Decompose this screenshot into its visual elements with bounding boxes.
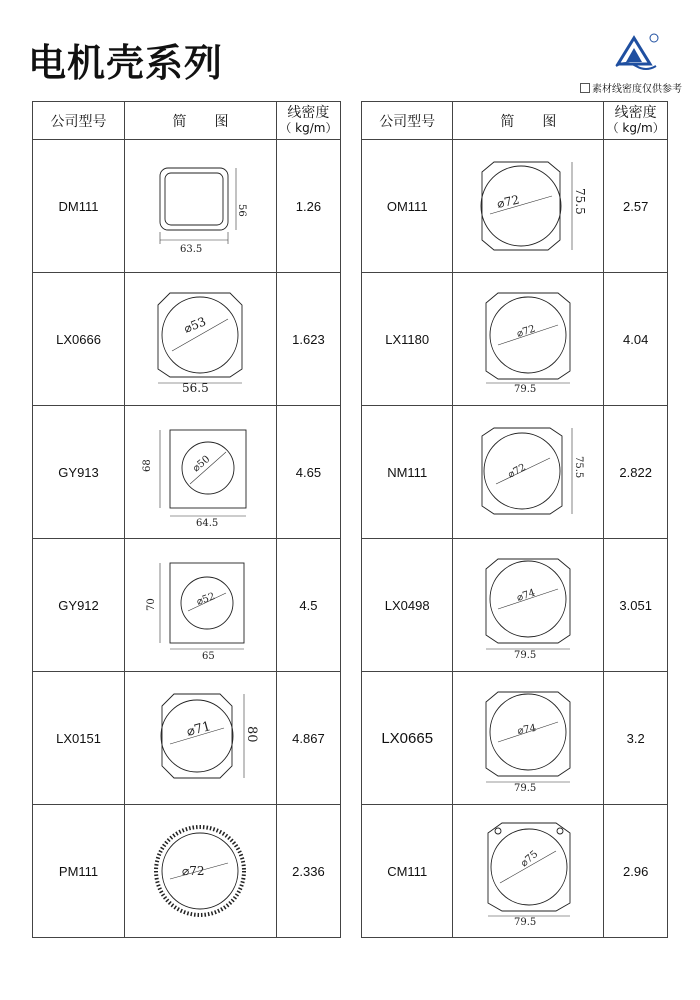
- profile-drawing-octagon: [140, 688, 260, 788]
- table-row: [33, 406, 341, 539]
- profile-drawing-round: [468, 551, 588, 659]
- sketch-cell: [125, 539, 277, 672]
- sketch-cell: [453, 273, 604, 406]
- reference-note: 素材线密度仅供参考: [580, 80, 682, 95]
- sketch-cell: [125, 406, 277, 539]
- model-cell: LX1180: [362, 273, 453, 406]
- svg-text:56.5: 56.5: [182, 381, 210, 393]
- header-sketch: 简 图: [453, 102, 604, 140]
- header-model: 公司型号: [362, 102, 453, 140]
- svg-text:⌀52: ⌀52: [195, 591, 218, 608]
- profile-drawing-block: [140, 551, 260, 659]
- svg-text:64.5: 64.5: [196, 518, 219, 526]
- table-row: [33, 539, 341, 672]
- table-row: [362, 406, 668, 539]
- svg-text:68: 68: [142, 459, 154, 472]
- density-cell: 1.623: [276, 273, 340, 406]
- profile-drawing-finned: [140, 418, 260, 526]
- density-cell: 2.336: [276, 805, 340, 938]
- density-cell: 3.2: [604, 672, 668, 805]
- profile-drawing-round: [468, 422, 588, 522]
- sketch-cell: [125, 672, 277, 805]
- svg-text:75.5: 75.5: [573, 188, 588, 215]
- svg-text:79.5: 79.5: [514, 384, 537, 393]
- table-row: [362, 140, 668, 273]
- table-row: [362, 672, 668, 805]
- profile-drawing-round: [468, 285, 588, 393]
- header-density: 线密度 （ kg/m）: [276, 102, 340, 140]
- svg-text:⌀75: ⌀75: [519, 848, 541, 870]
- model-cell: CM111: [362, 805, 453, 938]
- header-sketch: 简 图: [125, 102, 277, 140]
- svg-text:⌀74: ⌀74: [516, 722, 538, 737]
- profile-drawing-square: [140, 156, 260, 256]
- profile-drawing-round: [468, 817, 588, 925]
- model-cell: NM111: [362, 406, 453, 539]
- density-cell: 4.65: [276, 406, 340, 539]
- density-cell: 4.5: [276, 539, 340, 672]
- svg-text:⌀72: ⌀72: [496, 192, 522, 211]
- density-cell: 4.867: [276, 672, 340, 805]
- density-cell: 1.26: [276, 140, 340, 273]
- table-row: [362, 805, 668, 938]
- model-cell: OM111: [362, 140, 453, 273]
- svg-text:65: 65: [202, 651, 216, 659]
- table-header-row: [362, 102, 668, 140]
- svg-text:⌀50: ⌀50: [191, 453, 213, 475]
- model-cell: PM111: [33, 805, 125, 938]
- density-cell: 2.57: [604, 140, 668, 273]
- svg-text:⌀72: ⌀72: [506, 462, 529, 481]
- table-row: [33, 805, 341, 938]
- sketch-cell: [125, 805, 277, 938]
- density-cell: 2.96: [604, 805, 668, 938]
- density-cell: 4.04: [604, 273, 668, 406]
- density-cell: 2.822: [604, 406, 668, 539]
- sketch-cell: [453, 672, 604, 805]
- svg-text:⌀72: ⌀72: [182, 864, 205, 878]
- sketch-cell: [453, 406, 604, 539]
- table-row: [33, 273, 341, 406]
- table-row: [362, 273, 668, 406]
- table-row: [362, 539, 668, 672]
- company-logo: [614, 32, 660, 72]
- model-cell: LX0665: [362, 672, 453, 805]
- svg-text:⌀72: ⌀72: [515, 323, 538, 340]
- model-cell: DM111: [33, 140, 125, 273]
- model-cell: LX0151: [33, 672, 125, 805]
- table-header-row: [33, 102, 341, 140]
- svg-text:70: 70: [146, 598, 158, 611]
- svg-text:80: 80: [244, 726, 260, 743]
- svg-text:79.5: 79.5: [514, 917, 537, 925]
- sketch-cell: [453, 539, 604, 672]
- svg-text:⌀74: ⌀74: [515, 587, 538, 604]
- model-cell: LX0666: [33, 273, 125, 406]
- svg-text:⌀53: ⌀53: [182, 314, 209, 336]
- sketch-cell: [125, 273, 277, 406]
- header-model: 公司型号: [33, 102, 125, 140]
- model-cell: GY912: [33, 539, 125, 672]
- profile-drawing-round: [468, 684, 588, 792]
- svg-text:63.5: 63.5: [180, 244, 203, 255]
- sketch-cell: [125, 140, 277, 273]
- page-title: 电机壳系列: [28, 41, 224, 85]
- table-row: [33, 140, 341, 273]
- left-product-table: [32, 101, 341, 938]
- right-product-table: [361, 101, 668, 938]
- svg-text:79.5: 79.5: [514, 650, 537, 659]
- sketch-cell: [453, 805, 604, 938]
- profile-drawing-round: [140, 285, 260, 393]
- header-density: 线密度 （ kg/m）: [604, 102, 668, 140]
- svg-text:56: 56: [236, 204, 248, 217]
- density-cell: 3.051: [604, 539, 668, 672]
- svg-text:79.5: 79.5: [514, 783, 537, 792]
- svg-text:75.5: 75.5: [573, 456, 585, 479]
- sketch-cell: [453, 140, 604, 273]
- profile-drawing-ring: [140, 821, 260, 921]
- model-cell: GY913: [33, 406, 125, 539]
- model-cell: LX0498: [362, 539, 453, 672]
- profile-drawing-round: [468, 156, 588, 256]
- checkbox-square-icon: [580, 83, 590, 93]
- svg-text:⌀71: ⌀71: [185, 719, 214, 740]
- table-row: [33, 672, 341, 805]
